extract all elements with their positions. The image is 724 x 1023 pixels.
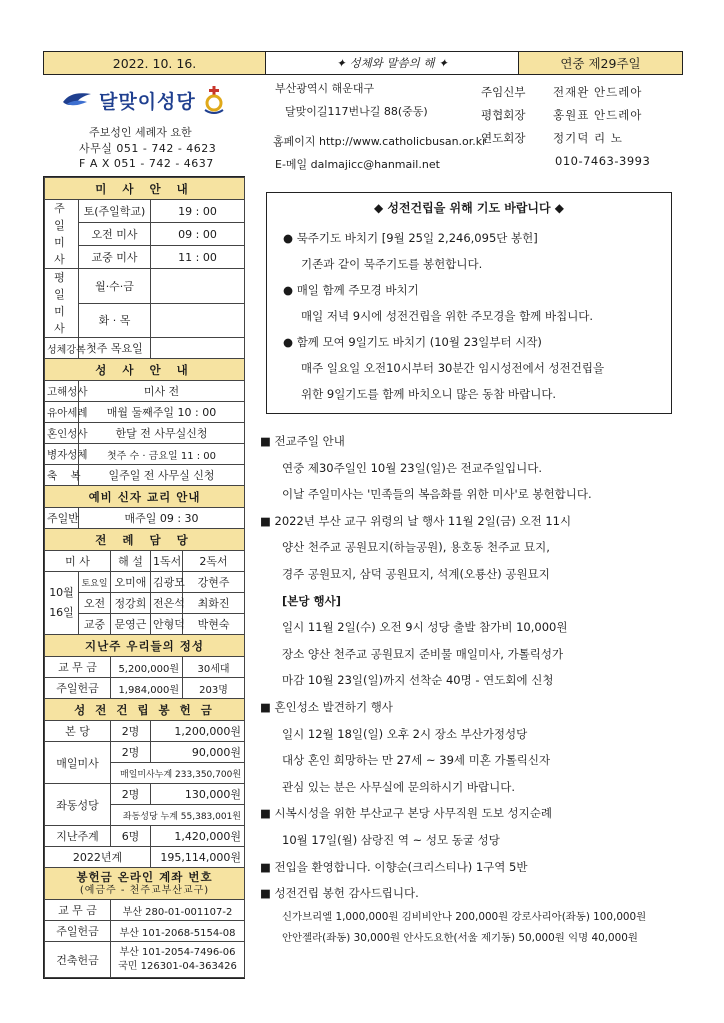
ministry-header: 1독서 [151,551,183,572]
ministry-reading2: 강현주 [183,572,245,593]
parish-logo [61,86,226,114]
offering-row [45,678,245,699]
account-number: 국민 126301-04-363426 [118,960,237,972]
news-subheading: [본당 행사] [282,593,341,608]
weekday-time [151,303,245,338]
prayer-line: 매주 일요일 오전10시부터 30분간 임시성전에서 성전건립을 [301,361,605,375]
offering-title: 지난주 우리들의 정성 [45,635,245,657]
sacrament-value: 미사 전 [79,381,245,402]
sunday-mass-label: 주 일 미 사 [45,200,79,269]
news-line: 마감 10월 23일(일)까지 선착순 40명 - 연도회에 신청 [282,673,554,688]
empty-cell [151,338,245,359]
staff-row [481,80,681,103]
offering-count: 203명 [183,678,245,699]
catechism-value: 매주일 09 : 30 [79,508,245,529]
building-name: 좌동성당 [45,784,111,826]
email-link[interactable]: E-메일 dalmajicc@hanmail.net [275,158,440,171]
catechism-title: 예비 신자 교리 안내 [45,486,245,508]
news-heading: ■ 시복시성을 위한 부산교구 본당 사무직원 도보 성지순례 [260,806,552,821]
news-heading: ■ 혼인성소 발견하기 행사 [260,699,393,714]
staff-row [481,103,681,126]
building-amount: 90,000원 [151,742,245,763]
mass-section-header [45,178,245,200]
ministry-section-header [45,529,245,551]
top-bar [43,51,683,75]
news-line: 이날 주일미사는 '민족들의 복음화를 위한 미사'로 봉헌합니다. [282,487,592,502]
dove-icon [61,90,93,110]
news-line: 일시 11월 2일(수) 오전 9시 성당 출발 참가비 10,000원 [282,620,568,635]
sacrament-title: 성 사 안 내 [45,359,245,381]
staff-list [481,80,681,172]
patron-saint: 주보성인 세례자 요한 [89,126,192,139]
ministry-reading2: 최화진 [183,593,245,614]
address-line-1: 부산광역시 해운대구 [275,82,375,95]
address-line-2: 달맞이길117번나길 88(중동) [285,105,428,118]
account-row [45,900,245,921]
news-line: 대상 혼인 희망하는 만 27세 ~ 39세 미혼 가톨릭신자 [282,753,551,768]
ministry-header: 2독서 [183,551,245,572]
mass-time: 11 : 00 [151,246,245,269]
staff-name: 홍원표 안드레아 [553,107,643,122]
news-line: 연중 제30주일인 10월 23일(일)은 전교주일입니다. [282,460,543,475]
ministry-reading1: 안형덕 [151,614,183,635]
mass-time: 09 : 00 [151,223,245,246]
sacrament-name: 축 복 [45,465,79,486]
eucharist-value: 첫주 목요일 [79,338,151,359]
ministry-reading1: 전은석 [151,593,183,614]
sacrament-row [45,423,245,444]
offering-row [45,657,245,678]
news-line: 일시 12월 18일(일) 오후 2시 장소 부산가정성당 [282,726,528,741]
eucharist-row [45,338,245,359]
ministry-header: 미 사 [45,551,111,572]
building-row [45,826,245,847]
prayer-line: 위한 9일기도를 함께 바치오니 많은 동참 바랍니다. [301,387,557,401]
info-table [44,177,245,978]
staff-role: 주임신부 [481,84,526,99]
building-name: 본 당 [45,721,111,742]
year-theme: ✦ 성체와 말씀의 해 ✦ [266,52,519,74]
mass-name: 교중 미사 [79,246,151,269]
building-people: 2명 [111,784,151,805]
building-amount: 1,420,000원 [151,826,245,847]
bulletin-date: 2022. 10. 16. [44,52,266,74]
fax-number: F A X 051 - 742 - 4637 [79,157,214,170]
building-cumulative: 좌동성당 누계 55,383,001원 [111,805,245,826]
prayer-title: ◆ 성전건립을 위해 기도 바랍니다 ◆ [373,201,565,215]
news-heading: ■ 전입을 환영합니다. 이향순(크리스티나) 1구역 5반 [260,859,528,874]
sacrament-name: 고해성사 [45,381,79,402]
ministry-mass: 교중 [79,614,111,635]
account-row [45,921,245,942]
prayer-line: ● 함께 모여 9일기도 바치기 (10월 23일부터 시작) [283,335,542,349]
ministry-mass: 토요일 [79,572,111,593]
sacrament-value: 일주일 전 사무실 신청 [79,465,245,486]
ministry-header-row [45,551,245,572]
staff-name: 정기덕 리 노 [553,130,623,145]
mass-name: 오전 미사 [79,223,151,246]
building-total-amount: 195,114,000원 [151,847,245,868]
building-people: 2명 [111,721,151,742]
weekday-time [151,269,245,304]
ministry-reading1: 김광모 [151,572,183,593]
ministry-commentary: 정강희 [111,593,151,614]
ministry-date: 10월 16일 [45,572,79,635]
ministry-commentary: 오미애 [111,572,151,593]
ministry-mass: 오전 [79,593,111,614]
news-donor-line: 신가브리엘 1,000,000원 김비비안나 200,000원 강로사리아(좌동) 100,000원 [282,910,647,923]
building-people: 2명 [111,742,151,763]
account-number-cell [111,942,245,978]
building-row [45,721,245,742]
eucharist-label: 성체강복 [45,338,79,359]
news-heading: ■ 성전건립 봉헌 감사드립니다. [260,886,419,901]
ministry-row [45,572,245,593]
liturgical-week: 연중 제29주일 [519,52,682,74]
ministry-reading2: 박현숙 [183,614,245,635]
account-number: 부산 280-01-001107-2 [111,900,245,921]
parish-emblem-icon [202,86,226,114]
news-line: 양산 천주교 공원묘지(하늘공원), 용호동 천주교 묘지, [282,540,550,555]
building-row [45,742,245,763]
sacrament-row [45,444,245,465]
offering-count: 30세대 [183,657,245,678]
sacrament-name: 유아세례 [45,402,79,423]
news-line: 10월 17일(월) 삼랑진 역 ~ 성모 동굴 성당 [282,832,500,847]
account-name: 주일헌금 [45,921,111,942]
mass-time: 19 : 00 [151,200,245,223]
ministry-title: 전 례 담 당 [45,529,245,551]
weekday-days: 화 · 목 [79,303,151,338]
offering-amount: 5,200,000원 [111,657,183,678]
ministry-header: 해 설 [111,551,151,572]
building-name: 매일미사 [45,742,111,784]
sacrament-row [45,465,245,486]
offering-name: 교 무 금 [45,657,111,678]
prayer-box [266,192,672,414]
building-section-header [45,699,245,721]
prayer-line: ● 묵주기도 바치기 [9월 25일 2,246,095단 봉헌] [283,231,538,245]
building-name: 지난주계 [45,826,111,847]
account-name: 교 무 금 [45,900,111,921]
news-heading: ■ 2022년 부산 교구 위령의 날 행사 11월 2일(금) 오전 11시 [260,513,572,528]
mass-title: 미 사 안 내 [45,178,245,200]
mass-row [45,200,245,223]
building-amount: 130,000원 [151,784,245,805]
account-number: 부산 101-2054-7496-06 [119,946,236,958]
account-name: 건축헌금 [45,942,111,978]
building-title: 성 전 건 립 봉 헌 금 [45,699,245,721]
weekday-mass-label: 평 일 미 사 [45,269,79,338]
news-line: 관심 있는 분은 사무실에 문의하시기 바랍니다. [282,779,516,794]
sacrament-section-header [45,359,245,381]
staff-name: 전재완 안드레아 [553,84,643,99]
staff-phone: 010-7463-3993 [555,153,651,168]
building-row [45,784,245,805]
parish-name: 달맞이성당 [99,90,196,113]
catechism-row [45,508,245,529]
building-total-row [45,847,245,868]
account-number: 부산 101-2068-5154-08 [111,921,245,942]
staff-row [481,126,681,149]
news-donor-line: 안안젤라(좌동) 30,000원 안사도요한(서울 제기동) 50,000원 익명 40,000원 [282,931,638,944]
building-people: 6명 [111,826,151,847]
offering-amount: 1,984,000원 [111,678,183,699]
building-cumulative: 매일미사누계 233,350,700원 [111,763,245,784]
info-sidebar [43,176,245,979]
mass-name: 토(주일학교) [79,200,151,223]
catechism-name: 주일반 [45,508,79,529]
office-phone: 사무실 051 - 742 - 4623 [79,142,217,155]
news-line: 경주 공원묘지, 삼덕 공원묘지, 석계(오룡산) 공원묘지 [282,566,550,581]
prayer-line: ● 매일 함께 주모경 바치기 [283,283,419,297]
news-heading: ■ 전교주일 안내 [260,434,345,448]
weekday-days: 월·수·금 [79,269,151,304]
catechism-section-header [45,486,245,508]
staff-role: 연도회장 [481,130,526,145]
prayer-line: 매일 저녁 9시에 성전건립을 위한 주모경을 함께 바칩니다. [301,309,594,323]
bulletin-header [43,78,683,174]
accounts-title: 봉헌금 온라인 계좌 번호 [76,869,213,884]
sacrament-value: 첫주 수 · 금요일 11 : 00 [79,444,245,465]
building-total-name: 2022년계 [45,847,151,868]
sacrament-value: 매월 둘째주일 10 : 00 [79,402,245,423]
sacrament-value: 한달 전 사무실신청 [79,423,245,444]
homepage-link[interactable]: 홈페이지 http://www.catholicbusan.or.kr [273,135,487,148]
weekday-row [45,269,245,304]
sacrament-name: 혼인성사 [45,423,79,444]
ministry-commentary: 문영근 [111,614,151,635]
sacrament-row [45,381,245,402]
accounts-title-cell [45,868,245,900]
account-row [45,942,245,978]
building-amount: 1,200,000원 [151,721,245,742]
sacrament-row [45,402,245,423]
prayer-line: 기존과 같이 묵주기도를 봉헌합니다. [301,257,483,271]
accounts-section-header [45,868,245,900]
offering-name: 주일헌금 [45,678,111,699]
sacrament-name: 병자성체 [45,444,79,465]
news-list [258,428,683,949]
offering-section-header [45,635,245,657]
accounts-subtitle: (예금주 - 천주교부산교구) [79,884,210,896]
staff-role: 평협회장 [481,107,526,122]
news-line: 장소 양산 천주교 공원묘지 준비물 매일미사, 가톨릭성가 [282,646,564,661]
